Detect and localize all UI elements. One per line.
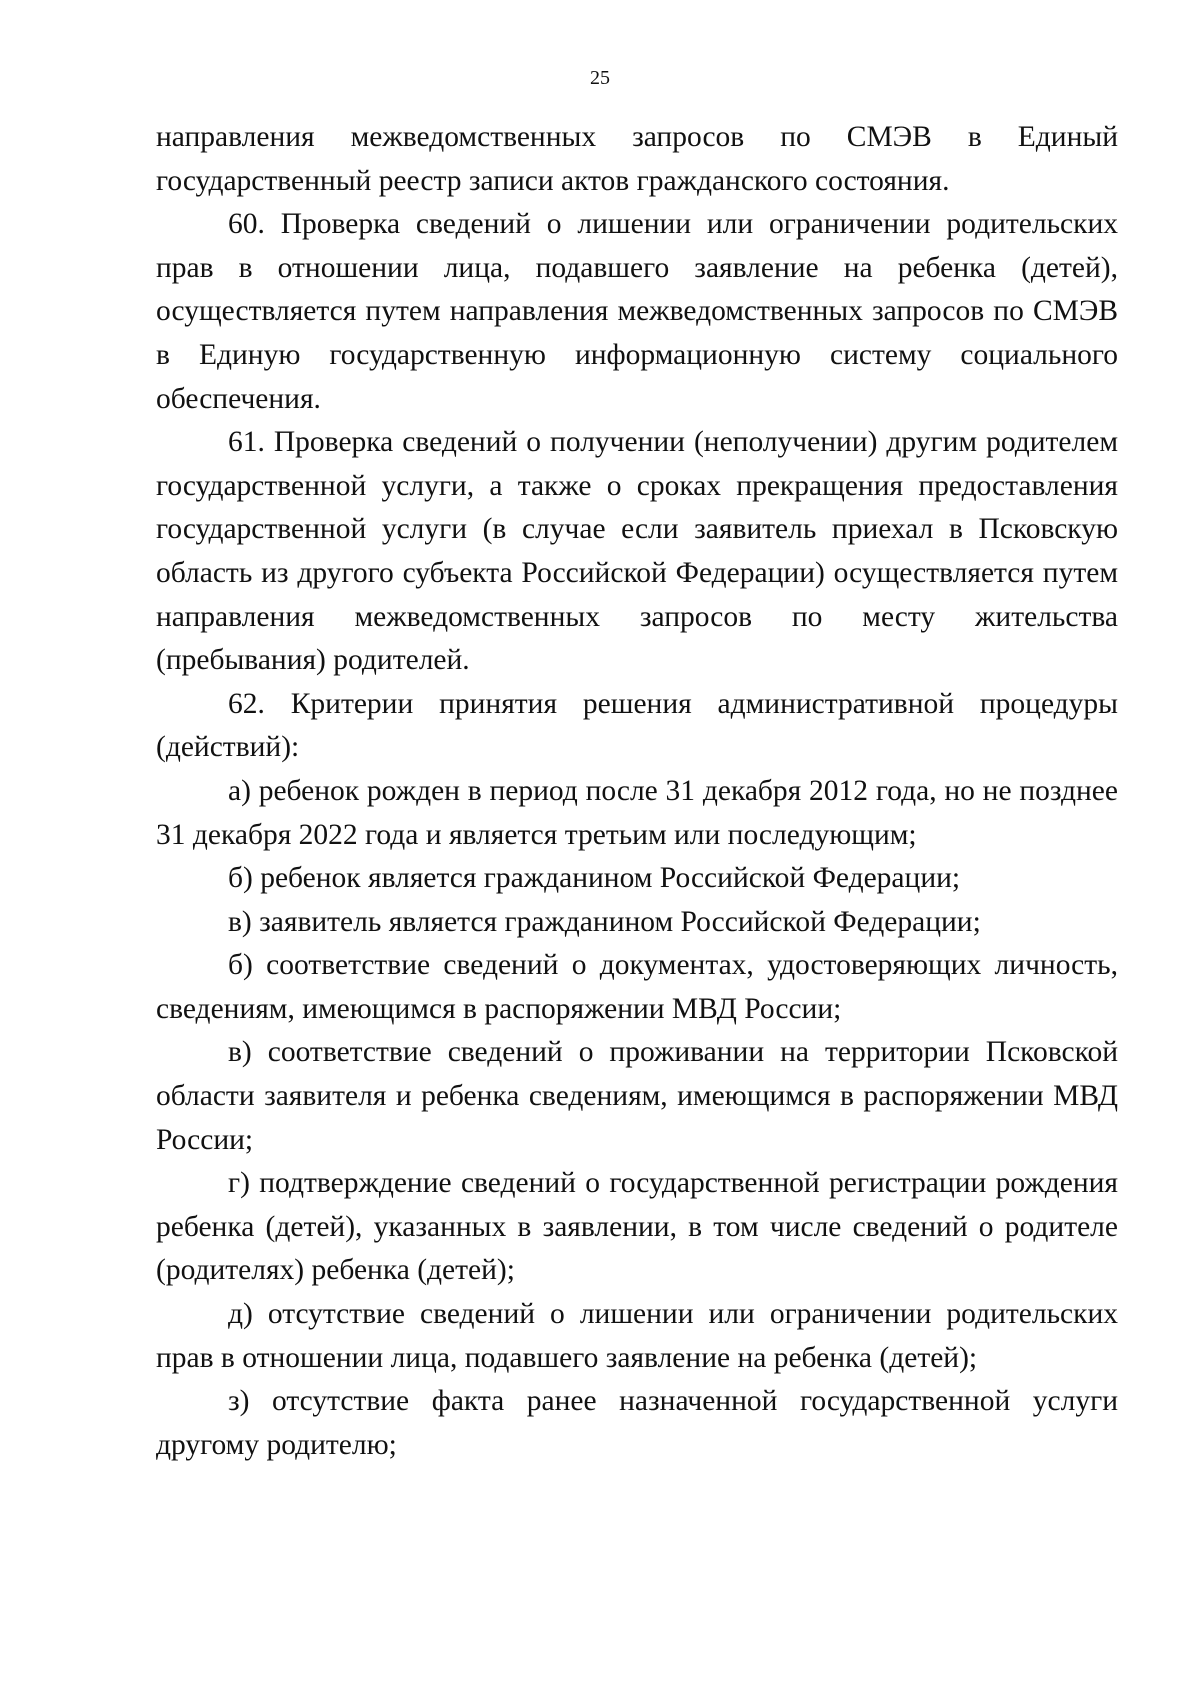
- criteria-item-b-documents: б) соответствие сведений о документах, удостоверяющих личность, сведениям, имеющимся в распоряжении МВД России;: [156, 949, 1118, 1025]
- document-body: [156, 116, 1118, 1467]
- paragraph-continuation: направления межведомственных запросов по СМЭВ в Единый государственный реестр записи актов гражданского состояния.: [156, 121, 1118, 197]
- paragraph-61: 61. Проверка сведений о получении (неполучении) другим родителем государственной услуги, а также о сроках прекращения предоставления государственной услуги (в случае если заявитель приехал в Псковскую область из другого субъекта Российской Федерации) осуществляется путем направления межведомственных запросов по месту жительства (пребывания) родителей.: [156, 426, 1118, 677]
- criteria-item-b-child-citizenship: б) ребенок является гражданином Российской Федерации;: [228, 862, 961, 895]
- criteria-item-z: з) отсутствие факта ранее назначенной государственной услуги другому родителю;: [156, 1385, 1118, 1461]
- criteria-item-v-applicant-citizenship: в) заявитель является гражданином Российской Федерации;: [228, 905, 981, 938]
- criteria-item-g: г) подтверждение сведений о государственной регистрации рождения ребенка (детей), указанных в заявлении, в том числе сведений о родителе (родителях) ребенка (детей);: [156, 1167, 1118, 1287]
- criteria-item-v-residence: в) соответствие сведений о проживании на территории Псковской области заявителя и ребенка сведениям, имеющимся в распоряжении МВД России;: [156, 1036, 1118, 1156]
- page-number: 25: [590, 67, 610, 89]
- paragraph-60: 60. Проверка сведений о лишении или ограничении родительских прав в отношении лица, подавшего заявление на ребенка (детей), осуществляется путем направления межведомственных запросов по СМЭВ в Единую государственную информационную систему социального обеспечения.: [156, 208, 1118, 415]
- criteria-item-a: а) ребенок рожден в период после 31 декабря 2012 года, но не позднее 31 декабря 2022 года и является третьим или последующим;: [156, 774, 1118, 851]
- criteria-item-d: д) отсутствие сведений о лишении или ограничении родительских прав в отношении лица, подавшего заявление на ребенка (детей);: [156, 1298, 1118, 1374]
- paragraph-62: 62. Критерии принятия решения административной процедуры (действий):: [156, 687, 1118, 764]
